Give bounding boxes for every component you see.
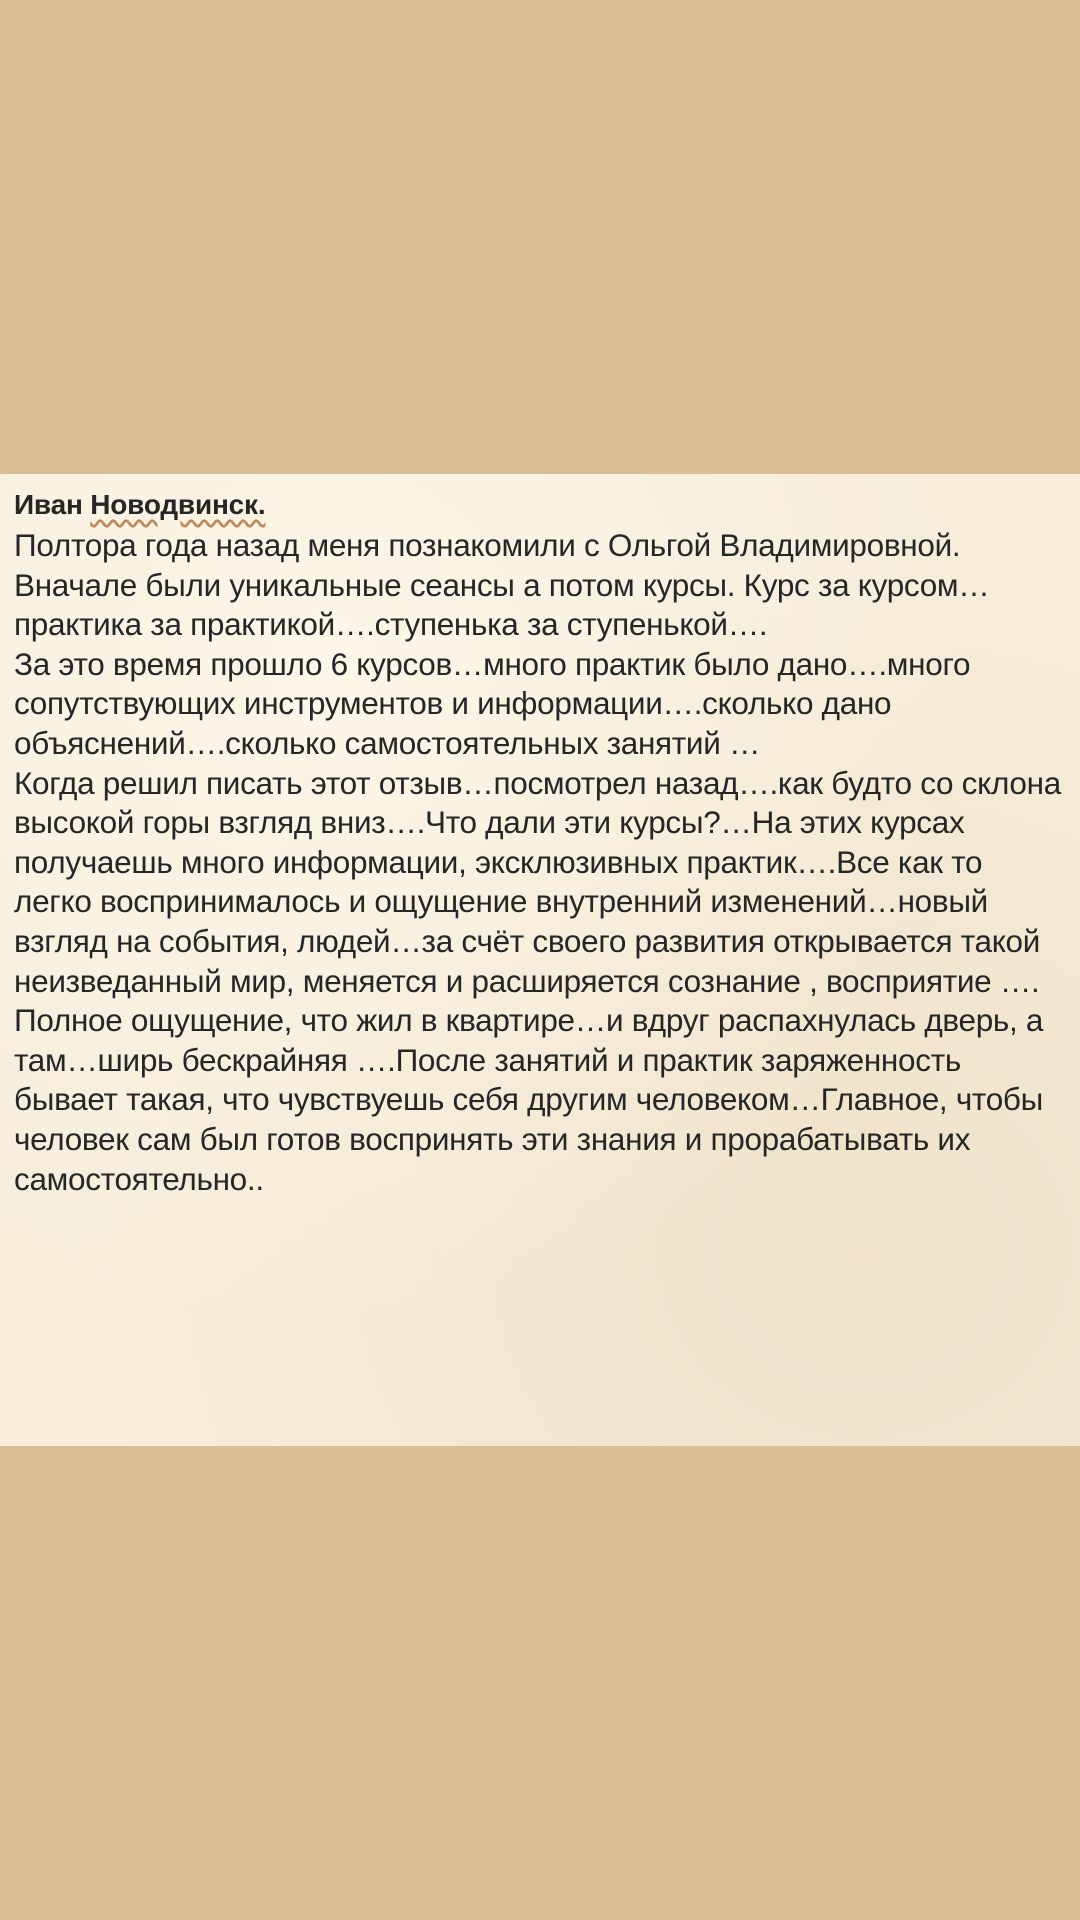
review-body [14, 526, 1066, 1199]
review-author [14, 484, 1066, 526]
author-city: Новодвинск. [90, 489, 266, 520]
review-card [0, 474, 1080, 1446]
author-name: Иван [14, 489, 83, 520]
review-paragraph: За это время прошло 6 курсов…много практик было дано….много сопутствующих инструментов и информации….сколько дано объяснений….сколько самостоятельных занятий … [14, 645, 971, 761]
review-paragraph: Полное ощущение, что жил в квартире…и вдруг распахнулась дверь, а там…ширь бескрайняя ….После занятий и практик заряженность бывает такая, что чувствуешь себя другим человеком…Главное, чтобы человек сам был готов воспринять эти знания и прорабатывать их самостоятельно.. [14, 1002, 1044, 1197]
review-paragraph: Полтора года назад меня познакомили с Ольгой Владимировной. Вначале были уникальные сеансы а потом курсы. Курс за курсом…практика за практикой….ступенька за ступенькой…. [14, 527, 990, 643]
review-paragraph: Когда решил писать этот отзыв…посмотрел назад….как будто со склона высокой горы взгляд вниз….Что дали эти курсы?…На этих курсах получаешь много информации, эксклюзивных практик….Все как то легко воспринималось и ощущение внутренний изменений…новый взгляд на события, людей…за счёт своего развития открывается такой неизведанный мир, меняется и расширяется сознание , восприятие …. [14, 764, 1061, 999]
